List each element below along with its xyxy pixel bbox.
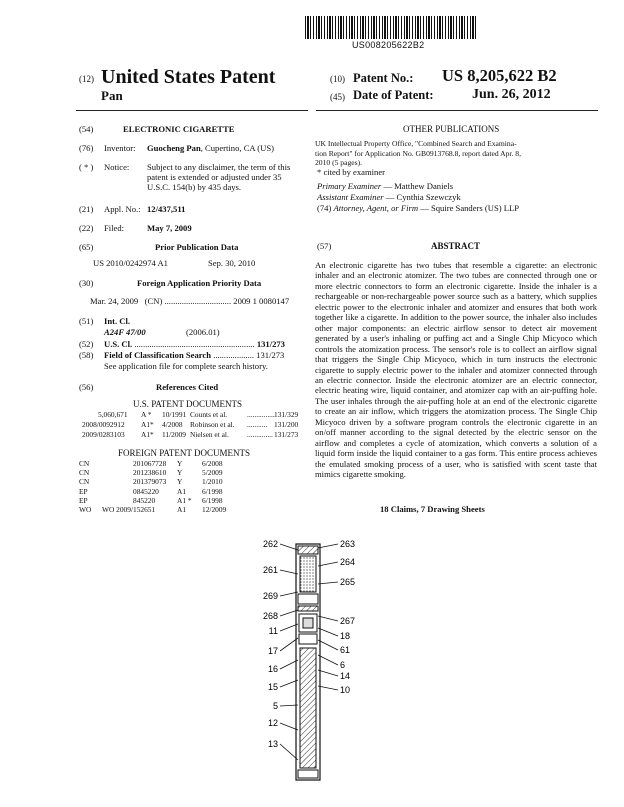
date-label: Date of Patent: — [353, 88, 434, 102]
prior-pub-heading: Prior Publication Data — [155, 242, 239, 252]
foreign-doc-no: WO 2009/152651 — [102, 505, 156, 514]
notice-line-1: Subject to any disclaimer, the term of this — [147, 162, 291, 172]
fig-label-15-leader — [280, 680, 298, 687]
fig-label-13-leader — [280, 744, 298, 760]
fig-label-11: 11 — [268, 626, 278, 636]
intcl-label: Int. Cl. — [104, 316, 131, 326]
cited-by-examiner: * cited by examiner — [317, 167, 386, 177]
fig-label-261-leader — [280, 570, 298, 574]
foreign-doc-no: 845220 — [133, 495, 156, 505]
fig-label-17-leader — [280, 638, 298, 651]
us-doc-date: 10/1991 — [162, 410, 187, 419]
priority-row: Mar. 24, 2009 (CN) ............................... 2009 1 0080147 — [90, 296, 290, 306]
us-docs-heading: U.S. PATENT DOCUMENTS — [133, 399, 243, 409]
foreign-doc-date: 1/2010 — [202, 477, 223, 487]
foreign-doc-cc: EP — [79, 486, 88, 496]
fig-label-267: 267 — [340, 616, 356, 626]
fig-label-15: 15 — [267, 682, 278, 692]
us-doc-name: Counts et al. — [190, 410, 228, 419]
fig-label-263-leader — [318, 544, 338, 548]
fig-label-265-leader — [318, 582, 338, 584]
us-doc-cls: 131/273 — [274, 430, 299, 439]
filed-date: May 7, 2009 — [147, 223, 192, 233]
foreign-doc-no: 0845220 — [133, 486, 159, 496]
other-pub-line-3: 2010 (5 pages). — [315, 158, 363, 168]
other-pub-line-2: tion Report" for Application No. GB0913768.8, report dated Apr. 8, — [315, 148, 521, 158]
prior-pub-date: Sep. 30, 2010 — [208, 258, 256, 268]
foreign-doc-date: 6/1998 — [202, 495, 223, 505]
atomizer-cap — [298, 546, 318, 554]
notice-line-2: patent is extended or adjusted under 35 — [147, 172, 282, 182]
foreign-doc-date: 5/2009 — [202, 468, 223, 478]
fig-label-262: 262 — [262, 539, 278, 549]
code-12: (12) — [79, 74, 94, 84]
fig-label-61-leader — [318, 640, 338, 650]
fig-label-17: 17 — [267, 646, 278, 656]
barcode-number: US008205622B2 — [352, 40, 425, 50]
patent-type-title: United States Patent — [101, 66, 276, 88]
us-doc-kind: A1* — [141, 420, 154, 429]
patent-number: US 8,205,622 B2 — [442, 66, 557, 85]
fig-label-5: 5 — [272, 701, 278, 711]
abstract-text: An electronic cigarette has two tubes that resemble a cigarette: an electronic inhaler and an electronic atomizer. The two tubes are connected through one or more electric connectors to form an electronic cigarette. Inside the inhaler is a rechargeable or non-rechargeable power source such as a battery, which supplies electric power to the electronic inhaler and atomizer and ensures that both work together like a cigarette. In addition to the power source, the inhaler also includes other major components: an electric airflow sensor to detect air movement generated by a user's inhaling or puffing act and a Single Chip Micyoco which controls the atomization process. The sensor's role is to collect an airflow signal that triggers the Single Chip Micyoco, which in turn instructs the electronic cigarette to supply electric power to the inhaler and atomizer connected through an electric connector. Inside the electronic atomizer are an electric connector, electric heating wire, liquid container, and atomizer cap with an air-puffing hole. The user inhales through the air-puffing hole at an end of the electronic cigarette to create an air inflow, which triggers the atomization process. The Single Chip Micyoco driven by a software program controls the electronic cigarette in an on/off manner according to the signal detected by the electric sensor on the airflow and completes a cycle of atomization, which converts a solution of a liquid form inside the liquid container to a gas form. This entire process achieves the emulated smoking process of a user, who is satisfied with scent taste that mimics cigarette smoking. — [315, 260, 597, 480]
header-rule-right — [316, 110, 598, 111]
end-cap — [298, 770, 318, 778]
intcl-version: (2006.01) — [186, 327, 220, 337]
notice-line-3: U.S.C. 154(b) by 435 days. — [147, 182, 242, 192]
patent-date: Jun. 26, 2012 — [472, 87, 551, 102]
code-10: (10) — [330, 74, 345, 84]
us-doc-no: 2008/0092912 — [82, 420, 125, 429]
foreign-doc-kind: A1 — [177, 486, 187, 496]
foreign-doc-kind: Y — [177, 477, 183, 487]
fig-label-18: 18 — [340, 631, 351, 641]
code-52: (52) — [79, 339, 94, 349]
us-doc-no: 5,060,671 — [98, 410, 128, 419]
foreign-doc-cc: CN — [79, 459, 90, 468]
header-rule-left — [76, 110, 308, 111]
fig-label-261: 261 — [262, 565, 278, 575]
fig-label-269: 269 — [262, 591, 278, 601]
code-star: ( * ) — [79, 162, 94, 172]
other-pubs-heading: OTHER PUBLICATIONS — [403, 124, 500, 134]
inventor-field: Guocheng Pan, Cupertino, CA (US) — [147, 143, 275, 153]
fig-label-10-leader — [318, 686, 338, 690]
connector-band — [298, 606, 318, 611]
foreign-doc-date: 12/2009 — [202, 505, 227, 514]
other-pub-line-1: UK Intellectual Property Office, "Combined Search and Examina- — [315, 139, 517, 148]
us-doc-date: 4/2008 — [162, 420, 183, 429]
refs-heading: References Cited — [156, 382, 219, 392]
fig-label-10: 10 — [340, 685, 351, 695]
foreign-doc-no: 201067728 — [133, 459, 167, 468]
fig-label-6: 6 — [340, 660, 346, 670]
us-doc-dots: ........... — [247, 420, 268, 429]
header-inventor: Pan — [101, 88, 123, 103]
fig-label-263: 263 — [340, 539, 356, 549]
us-doc-dots: ............... — [247, 410, 275, 419]
abstract-heading: ABSTRACT — [431, 241, 481, 251]
us-doc-dots: .............. — [247, 430, 273, 439]
code-54: (54) — [79, 124, 94, 134]
foreign-doc-date: 6/2008 — [202, 459, 223, 468]
sensor — [299, 634, 317, 644]
foreign-doc-kind: A1 — [177, 505, 187, 514]
us-doc-kind: A * — [141, 410, 152, 419]
fig-label-14: 14 — [340, 671, 351, 681]
code-22: (22) — [79, 223, 94, 233]
code-30: (30) — [79, 278, 94, 288]
fig-label-12-leader — [280, 723, 298, 730]
appl-number: 12/437,511 — [147, 204, 186, 214]
fig-label-5-leader — [280, 705, 298, 706]
fig-label-13: 13 — [267, 739, 278, 749]
assistant-examiner: Assistant Examiner — Cynthia Szewczyk — [317, 192, 461, 202]
us-doc-name: Robinson et al. — [190, 420, 235, 429]
wick-chamber — [298, 594, 318, 604]
invention-title: ELECTRONIC CIGARETTE — [123, 124, 235, 134]
foreign-doc-cc: WO — [79, 505, 92, 514]
fig-label-269-leader — [280, 592, 298, 596]
appl-label: Appl. No.: — [104, 204, 141, 214]
foreign-doc-kind: Y — [177, 468, 183, 478]
fig-label-6-leader — [318, 655, 338, 665]
foreign-doc-kind: A1 * — [177, 495, 192, 505]
us-doc-kind: A1* — [141, 430, 154, 439]
fig-label-12: 12 — [267, 718, 278, 728]
us-doc-no: 2009/0283103 — [82, 430, 125, 439]
fig-label-267-leader — [318, 616, 338, 621]
fig-label-264: 264 — [340, 557, 356, 567]
foreign-doc-no: 201379073 — [133, 477, 167, 487]
foreign-doc-kind: Y — [177, 459, 183, 468]
chip — [303, 618, 313, 628]
us-doc-cls: 131/200 — [274, 420, 299, 429]
us-doc-cls: 131/329 — [274, 410, 299, 419]
cigarette-drawing — [240, 530, 370, 790]
liquid-container — [300, 556, 316, 592]
other-pub-entry — [315, 139, 521, 168]
us-doc-date: 11/2009 — [162, 430, 186, 439]
filed-label: Filed: — [104, 223, 125, 233]
field-search-note: See application file for complete search history. — [104, 361, 268, 371]
fig-label-61: 61 — [340, 645, 351, 655]
attorney: (74) Attorney, Agent, or Firm — Squire Sanders (US) LLP — [317, 203, 520, 213]
code-58: (58) — [79, 350, 94, 360]
fig-label-265: 265 — [340, 577, 356, 587]
fig-label-16: 16 — [267, 664, 278, 674]
primary-examiner: Primary Examiner — Matthew Daniels — [317, 181, 454, 191]
battery — [300, 648, 316, 768]
fig-label-18-leader — [318, 628, 338, 636]
foreign-docs-heading: FOREIGN PATENT DOCUMENTS — [118, 448, 251, 458]
patent-no-label: Patent No.: — [353, 71, 414, 85]
code-65: (65) — [79, 242, 94, 252]
uscl-row: U.S. Cl. ........................................................ 131/273 — [104, 339, 285, 349]
claims-summary: 18 Claims, 7 Drawing Sheets — [380, 504, 485, 514]
fig-label-268-leader — [280, 610, 298, 616]
code-21: (21) — [79, 204, 94, 214]
code-76: (76) — [79, 143, 94, 153]
barcode — [305, 16, 477, 39]
fig-label-264-leader — [318, 562, 338, 566]
fig-label-16-leader — [280, 660, 298, 669]
priority-heading: Foreign Application Priority Data — [137, 278, 262, 288]
code-57: (57) — [317, 241, 332, 251]
fig-label-11-leader — [280, 624, 298, 631]
foreign-doc-cc: CN — [79, 468, 90, 478]
fig-label-14-leader — [318, 670, 338, 676]
fig-label-262-leader — [280, 544, 298, 550]
foreign-doc-cc: CN — [79, 477, 90, 487]
foreign-doc-cc: EP — [79, 495, 88, 505]
intcl-code: A24F 47/00 — [104, 327, 146, 337]
code-45: (45) — [330, 92, 345, 102]
prior-pub-number: US 2010/0242974 A1 — [93, 258, 168, 268]
us-doc-name: Nielsen et al. — [190, 430, 229, 439]
fig-label-268: 268 — [262, 611, 278, 621]
foreign-doc-no: 201238610 — [133, 468, 167, 478]
inventor-label: Inventor: — [104, 143, 136, 153]
notice-label: Notice: — [104, 162, 130, 172]
field-search-row: Field of Classification Search ................... 131/273 — [104, 350, 285, 360]
code-51: (51) — [79, 316, 94, 326]
code-56: (56) — [79, 382, 94, 392]
foreign-doc-date: 6/1998 — [202, 486, 223, 496]
